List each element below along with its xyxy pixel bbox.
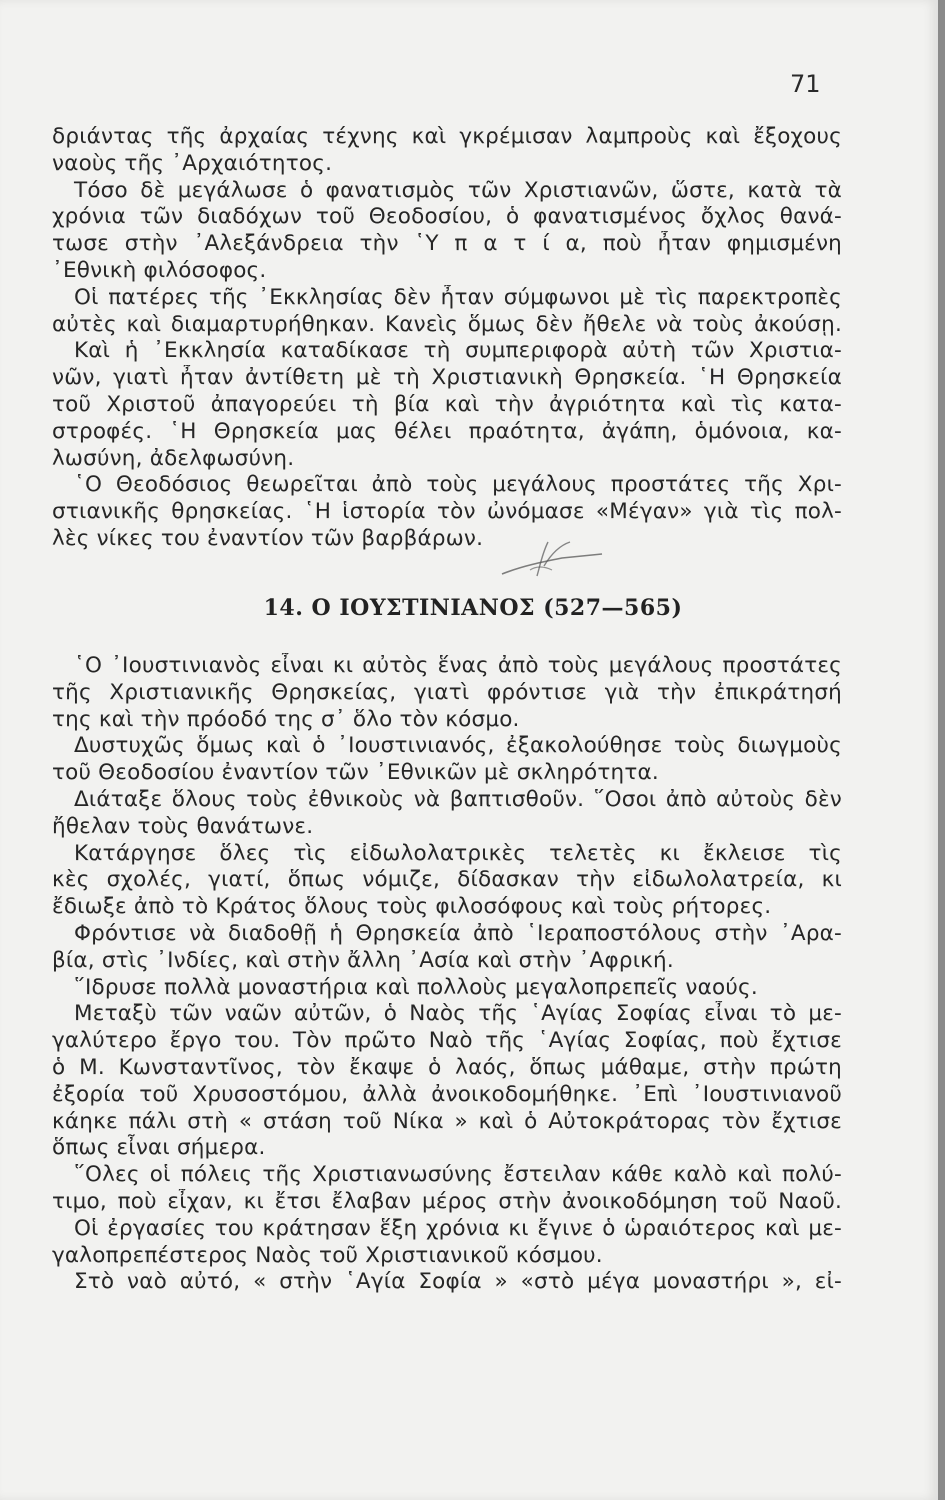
- text-line: ῞Ολες οἱ πόλεις τῆς Χριστιανωσύνης ἔστειλαν κάθε καλὸ καὶ πολύ-: [74, 1162, 842, 1188]
- text-line: Φρόντισε νὰ διαδοθῇ ἡ Θρησκεία ἀπὸ ῾Ιεραποστόλους στὴν ᾿Αρα-: [74, 920, 842, 946]
- text-line: αὐτὲς καὶ διαμαρτυρήθηκαν. Κανεὶς ὅμως δὲν ἤθελε νὰ τοὺς ἀκούσῃ.: [52, 311, 842, 337]
- section-heading: 14. Ο ΙΟΥΣΤΙΝΙΑΝΟΣ (527—565): [263, 595, 683, 621]
- text-line: χρόνια τῶν διαδόχων τοῦ Θεοδοσίου, ὁ φανατισμένος ὄχλος θανά-: [52, 204, 842, 230]
- text-line: Δυστυχῶς ὅμως καὶ ὁ ᾿Ιουστινιανός, ἐξακολούθησε τοὺς διωγμοὺς: [74, 733, 842, 759]
- text-line: κὲς σχολές, γιατί, ὅπως νόμιζε, δίδασκαν τὴν εἰδωλολατρεία, κι: [52, 867, 842, 893]
- text-line: ῞Ιδρυσε πολλὰ μοναστήρια καὶ πολλοὺς μεγαλοπρεπεῖς ναούς.: [74, 974, 758, 1000]
- text-line: τωσε στὴν ᾿Αλεξάνδρεια τὴν ῾Υ π α τ ί α, ποὺ ἦταν φημισμένη: [52, 231, 842, 257]
- text-line: ἤθελαν τοὺς θανάτωνε.: [52, 813, 314, 839]
- text-line: κάηκε πάλι στὴ « στάση τοῦ Νίκα » καὶ ὁ Αὐτοκράτορας τὸν ἔχτισε: [52, 1108, 842, 1134]
- text-block-before-heading: [52, 124, 842, 553]
- text-line: λὲς νίκες του ἐναντίον τῶν βαρβάρων.: [52, 525, 484, 551]
- text-block-after-heading: [52, 653, 842, 1296]
- text-line: ᾿Εθνικὴ φιλόσοφος.: [52, 257, 267, 283]
- text-line: Διάταξε ὅλους τοὺς ἐθνικοὺς νὰ βαπτισθοῦν. ῞Οσοι ἀπὸ αὐτοὺς δὲν: [74, 786, 842, 812]
- text-line: της καὶ τὴν πρόοδό της σ᾿ ὅλο τὸν κόσμο.: [52, 706, 520, 732]
- text-line: ἔδιωξε ἀπὸ τὸ Κράτος ὅλους τοὺς φιλοσόφους καὶ τοὺς ρήτορες.: [52, 894, 772, 920]
- text-line: τῆς Χριστιανικῆς Θρησκείας, γιατὶ φρόντισε γιὰ τὴν ἐπικράτησή: [52, 679, 842, 705]
- text-line: βία, στὶς ᾿Ινδίες, καὶ στὴν ἄλλη ᾿Ασία καὶ στὴν ᾿Αφρική.: [52, 947, 674, 973]
- text-line: ἐξορία τοῦ Χρυσοστόμου, ἀλλὰ ἀνοικοδομήθηκε. ᾿Επὶ ᾿Ιουστινιανοῦ: [52, 1081, 842, 1107]
- text-line: Οἱ ἐργασίες του κράτησαν ἕξη χρόνια κι ἔγινε ὁ ὡραιότερος καὶ με-: [74, 1215, 842, 1241]
- text-line: Οἱ πατέρες τῆς ᾿Εκκλησίας δὲν ἦταν σύμφωνοι μὲ τὶς παρεκτροπὲς: [74, 284, 842, 310]
- text-line: τοῦ Χριστοῦ ἀπαγορεύει τὴ βία καὶ τὴν ἀγριότητα καὶ τὶς κατα-: [52, 391, 842, 417]
- handwritten-mark: [492, 536, 612, 586]
- text-line: γαλοπρεπέστερος Ναὸς τοῦ Χριστιανικοῦ κόσμου.: [52, 1242, 603, 1268]
- text-line: ναοὺς τῆς ᾿Αρχαιότητος.: [52, 150, 333, 176]
- text-line: γαλύτερο ἔργο του. Τὸν πρῶτο Ναὸ τῆς ῾Αγίας Σοφίας, ποὺ ἔχτισε: [52, 1028, 842, 1054]
- text-line: τοῦ Θεοδοσίου ἐναντίον τῶν ᾿Εθνικῶν μὲ σκληρότητα.: [52, 760, 659, 786]
- text-line: δριάντας τῆς ἀρχαίας τέχνης καὶ γκρέμισαν λαμπροὺς καὶ ἔξοχους: [52, 124, 842, 149]
- text-line: Στὸ ναὸ αὐτό, « στὴν ῾Αγία Σοφία » «στὸ μέγα μοναστήρι », εἰ-: [74, 1269, 842, 1295]
- text-line: Καὶ ἡ ᾿Εκκλησία καταδίκασε τὴ συμπεριφορὰ αὐτὴ τῶν Χριστια-: [74, 338, 842, 364]
- text-line: ὅπως εἶναι σήμερα.: [52, 1135, 266, 1161]
- text-line: τιμο, ποὺ εἶχαν, κι ἔτσι ἔλαβαν μέρος στὴν ἀνοικοδόμηση τοῦ Ναοῦ.: [52, 1188, 842, 1214]
- text-line: Μεταξὺ τῶν ναῶν αὐτῶν, ὁ Ναὸς τῆς ῾Αγίας Σοφίας εἶναι τὸ με-: [74, 1001, 842, 1027]
- text-line: ῾Ο Θεοδόσιος θεωρεῖται ἀπὸ τοὺς μεγάλους προστάτες τῆς Χρι-: [74, 472, 842, 498]
- text-line: Κατάργησε ὅλες τὶς εἰδωλολατρικὲς τελετὲς κι ἔκλεισε τὶς: [74, 840, 842, 866]
- text-line: λωσύνη, ἀδελφωσύνη.: [52, 445, 295, 471]
- text-line: νῶν, γιατὶ ἦταν ἀντίθετη μὲ τὴ Χριστιανικὴ Θρησκεία. ῾Η Θρησκεία: [52, 365, 842, 391]
- text-line: Τόσο δὲ μεγάλωσε ὁ φανατισμὸς τῶν Χριστιανῶν, ὥστε, κατὰ τὰ: [74, 177, 842, 203]
- text-line: ῾Ο ᾿Ιουστινιανὸς εἶναι κι αὐτὸς ἕνας ἀπὸ τοὺς μεγάλους προστάτες: [74, 653, 842, 678]
- page-number: 71: [790, 70, 821, 98]
- text-line: στιανικῆς θρησκείας. ῾Η ἱστορία τὸν ὠνόμασε «Μέγαν» γιὰ τὶς πολ-: [52, 499, 842, 525]
- text-line: στροφές. ῾Η Θρησκεία μας θέλει πραότητα, ἀγάπη, ὁμόνοια, κα-: [52, 418, 842, 444]
- text-line: ὁ Μ. Κωνσταντῖνος, τὸν ἔκαψε ὁ λαός, ὅπως μάθαμε, στὴν πρώτη: [52, 1054, 842, 1080]
